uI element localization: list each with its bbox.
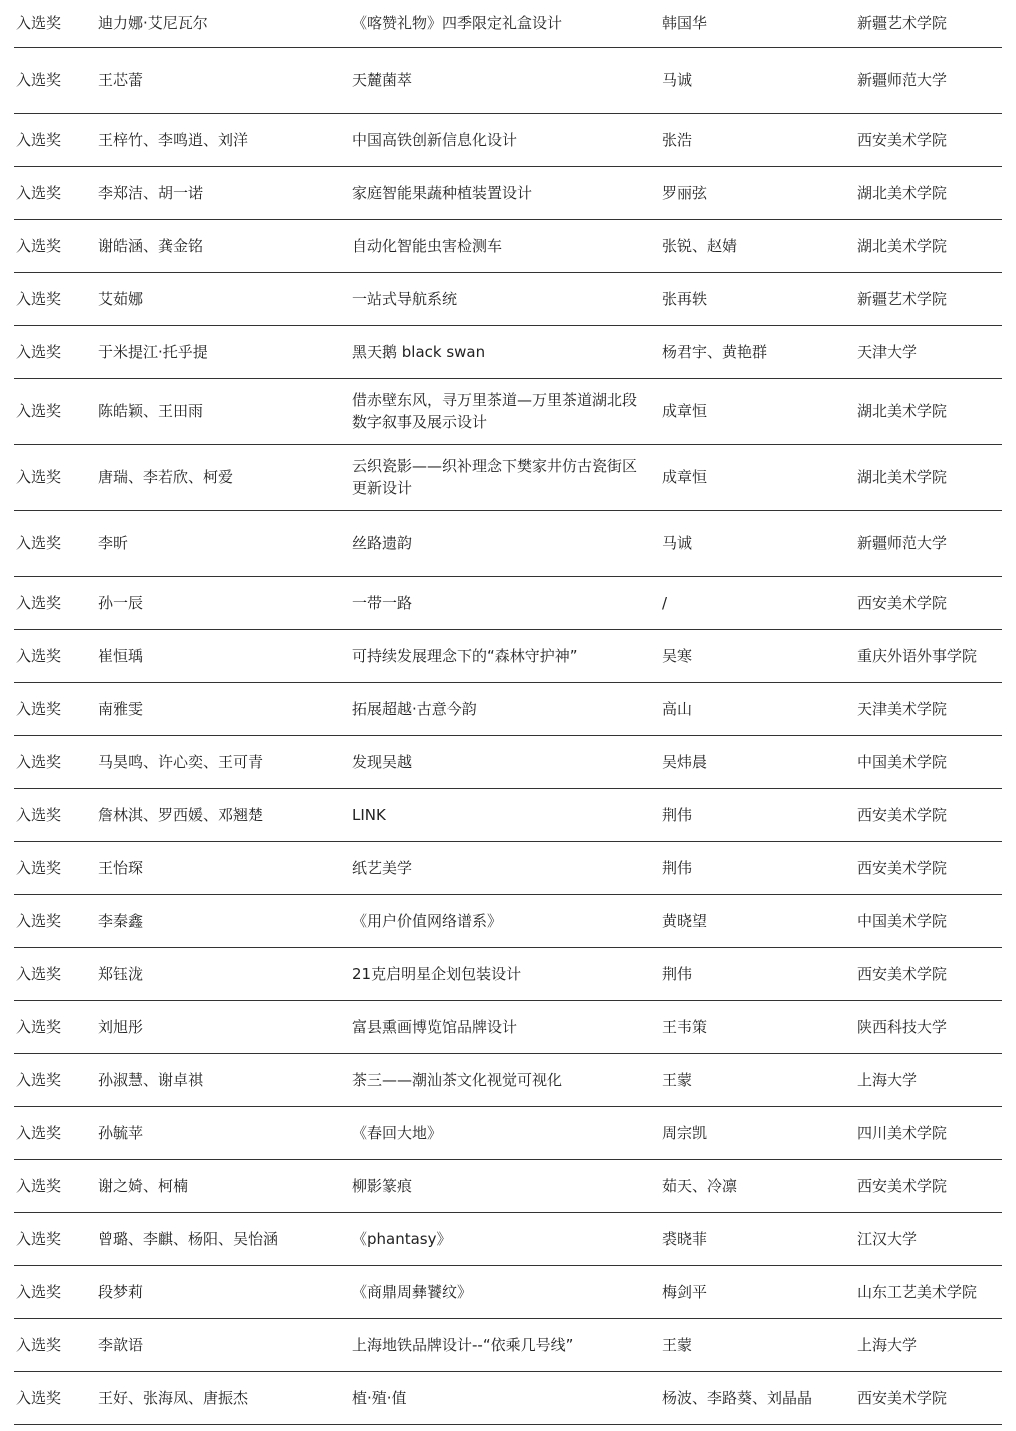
advisor-cell: 梅剑平 [660, 1265, 855, 1318]
school-cell: 西安美术学院 [855, 1371, 1002, 1424]
work-title-cell: 自动化智能虫害检测车 [350, 219, 660, 272]
school-cell: 四川美术学院 [855, 1106, 1002, 1159]
advisor-cell: 马诚 [660, 510, 855, 576]
award-cell: 入选奖 [14, 629, 96, 682]
advisor-cell: 黄晓望 [660, 894, 855, 947]
award-cell: 入选奖 [14, 444, 96, 510]
authors-cell: 南雅雯 [96, 682, 350, 735]
authors-cell: 刘旭彤 [96, 1000, 350, 1053]
award-cell: 入选奖 [14, 947, 96, 1000]
work-title-cell: 富县熏画博览馆品牌设计 [350, 1000, 660, 1053]
award-cell: 入选奖 [14, 166, 96, 219]
table-row [14, 841, 1002, 894]
award-cell: 入选奖 [14, 841, 96, 894]
advisor-cell: 吴炜晨 [660, 735, 855, 788]
award-cell: 入选奖 [14, 735, 96, 788]
table-row [14, 272, 1002, 325]
work-title-cell: 黑天鹅 black swan [350, 325, 660, 378]
authors-cell: 崔恒瑀 [96, 629, 350, 682]
authors-cell: 李秦鑫 [96, 894, 350, 947]
advisor-cell: 杨君宇、黄艳群 [660, 325, 855, 378]
award-cell: 入选奖 [14, 1159, 96, 1212]
table-row [14, 166, 1002, 219]
advisor-cell: 高山 [660, 682, 855, 735]
table-row [14, 894, 1002, 947]
authors-cell: 孙淑慧、谢卓祺 [96, 1053, 350, 1106]
school-cell: 西安美术学院 [855, 841, 1002, 894]
table-row [14, 735, 1002, 788]
advisor-cell: 荆伟 [660, 841, 855, 894]
advisor-cell: 成章恒 [660, 378, 855, 444]
authors-cell: 迪力娜·艾尼瓦尔 [96, 0, 350, 47]
school-cell: 上海大学 [855, 1318, 1002, 1371]
school-cell: 重庆外语外事学院 [855, 629, 1002, 682]
table-row [14, 1000, 1002, 1053]
table-row [14, 47, 1002, 113]
school-cell: 山东工艺美术学院 [855, 1265, 1002, 1318]
award-cell: 入选奖 [14, 1265, 96, 1318]
award-cell: 入选奖 [14, 788, 96, 841]
table-row [14, 113, 1002, 166]
table-row [14, 1159, 1002, 1212]
advisor-cell: 荆伟 [660, 947, 855, 1000]
school-cell: 西安美术学院 [855, 788, 1002, 841]
school-cell: 上海大学 [855, 1053, 1002, 1106]
school-cell: 新疆师范大学 [855, 510, 1002, 576]
table-row [14, 510, 1002, 576]
school-cell: 新疆艺术学院 [855, 0, 1002, 47]
authors-cell: 段梦莉 [96, 1265, 350, 1318]
table-row [14, 1265, 1002, 1318]
advisor-cell: 马诚 [660, 47, 855, 113]
advisor-cell: 韩国华 [660, 0, 855, 47]
award-cell: 入选奖 [14, 1000, 96, 1053]
authors-cell: 陈皓颖、王田雨 [96, 378, 350, 444]
advisor-cell: 茹天、冷凛 [660, 1159, 855, 1212]
advisor-cell: / [660, 576, 855, 629]
table-row [14, 1371, 1002, 1424]
advisor-cell: 王韦策 [660, 1000, 855, 1053]
authors-cell: 王怡琛 [96, 841, 350, 894]
school-cell: 西安美术学院 [855, 947, 1002, 1000]
award-cell: 入选奖 [14, 219, 96, 272]
advisor-cell: 杨波、李路葵、刘晶晶 [660, 1371, 855, 1424]
work-title-cell: 可持续发展理念下的“森林守护神” [350, 629, 660, 682]
work-title-cell: 《phantasy》 [350, 1212, 660, 1265]
award-cell: 入选奖 [14, 576, 96, 629]
work-title-cell: 21克启明星企划包装设计 [350, 947, 660, 1000]
school-cell: 西安美术学院 [855, 576, 1002, 629]
award-cell: 入选奖 [14, 325, 96, 378]
work-title-cell: 纸艺美学 [350, 841, 660, 894]
school-cell: 江汉大学 [855, 1212, 1002, 1265]
authors-cell: 谢皓涵、龚金铭 [96, 219, 350, 272]
work-title-cell: 发现吴越 [350, 735, 660, 788]
work-title-cell: 《喀赞礼物》四季限定礼盒设计 [350, 0, 660, 47]
work-title-cell: 植·殖·值 [350, 1371, 660, 1424]
work-title-cell: 《春回大地》 [350, 1106, 660, 1159]
advisor-cell: 周宗凯 [660, 1106, 855, 1159]
authors-cell: 李昕 [96, 510, 350, 576]
table-row [14, 1318, 1002, 1371]
school-cell: 天津大学 [855, 325, 1002, 378]
table-row [14, 378, 1002, 444]
award-cell: 入选奖 [14, 510, 96, 576]
advisor-cell: 成章恒 [660, 444, 855, 510]
work-title-cell: 一站式导航系统 [350, 272, 660, 325]
school-cell: 西安美术学院 [855, 1159, 1002, 1212]
school-cell: 湖北美术学院 [855, 444, 1002, 510]
school-cell: 陕西科技大学 [855, 1000, 1002, 1053]
work-title-cell: 茶三——潮汕茶文化视觉可视化 [350, 1053, 660, 1106]
work-title-cell: 一带一路 [350, 576, 660, 629]
table-row [14, 629, 1002, 682]
school-cell: 湖北美术学院 [855, 166, 1002, 219]
work-title-cell: 《商鼎周彝饕纹》 [350, 1265, 660, 1318]
advisor-cell: 裘晓菲 [660, 1212, 855, 1265]
authors-cell: 孙一辰 [96, 576, 350, 629]
award-cell: 入选奖 [14, 113, 96, 166]
awards-table [14, 0, 1002, 1425]
work-title-cell: 天麓菌萃 [350, 47, 660, 113]
table-row [14, 947, 1002, 1000]
award-cell: 入选奖 [14, 1371, 96, 1424]
authors-cell: 曾璐、李麒、杨阳、吴怡涵 [96, 1212, 350, 1265]
table-row [14, 576, 1002, 629]
authors-cell: 王梓竹、李鸣逍、刘洋 [96, 113, 350, 166]
school-cell: 湖北美术学院 [855, 378, 1002, 444]
school-cell: 天津美术学院 [855, 682, 1002, 735]
authors-cell: 王好、张海凤、唐振杰 [96, 1371, 350, 1424]
school-cell: 湖北美术学院 [855, 219, 1002, 272]
award-cell: 入选奖 [14, 378, 96, 444]
work-title-cell: 上海地铁品牌设计--“依乘几号线” [350, 1318, 660, 1371]
school-cell: 中国美术学院 [855, 894, 1002, 947]
award-cell: 入选奖 [14, 47, 96, 113]
school-cell: 新疆艺术学院 [855, 272, 1002, 325]
award-cell: 入选奖 [14, 1318, 96, 1371]
table-row [14, 0, 1002, 47]
table-row [14, 1106, 1002, 1159]
school-cell: 中国美术学院 [855, 735, 1002, 788]
award-cell: 入选奖 [14, 1106, 96, 1159]
advisor-cell: 张锐、赵婧 [660, 219, 855, 272]
authors-cell: 王芯蕾 [96, 47, 350, 113]
school-cell: 新疆师范大学 [855, 47, 1002, 113]
table-row [14, 788, 1002, 841]
authors-cell: 唐瑞、李若欣、柯爱 [96, 444, 350, 510]
award-cell: 入选奖 [14, 1053, 96, 1106]
authors-cell: 艾茹娜 [96, 272, 350, 325]
work-title-cell: LINK [350, 788, 660, 841]
work-title-cell: 拓展超越·古意今韵 [350, 682, 660, 735]
authors-cell: 郑钰泷 [96, 947, 350, 1000]
table-body [14, 0, 1002, 1424]
award-cell: 入选奖 [14, 682, 96, 735]
authors-cell: 谢之婍、柯楠 [96, 1159, 350, 1212]
table-row [14, 444, 1002, 510]
work-title-cell: 丝路遗韵 [350, 510, 660, 576]
authors-cell: 詹林淇、罗西媛、邓翘楚 [96, 788, 350, 841]
advisor-cell: 王蒙 [660, 1053, 855, 1106]
work-title-cell: 家庭智能果蔬种植装置设计 [350, 166, 660, 219]
authors-cell: 李歆语 [96, 1318, 350, 1371]
authors-cell: 李郑洁、胡一诺 [96, 166, 350, 219]
award-cell: 入选奖 [14, 1212, 96, 1265]
advisor-cell: 吴寒 [660, 629, 855, 682]
authors-cell: 孙毓苹 [96, 1106, 350, 1159]
table-row [14, 325, 1002, 378]
authors-cell: 于米提江·托乎提 [96, 325, 350, 378]
award-cell: 入选奖 [14, 894, 96, 947]
table-row [14, 682, 1002, 735]
award-cell: 入选奖 [14, 0, 96, 47]
advisor-cell: 荆伟 [660, 788, 855, 841]
table-row [14, 219, 1002, 272]
work-title-cell: 中国高铁创新信息化设计 [350, 113, 660, 166]
table-row [14, 1212, 1002, 1265]
work-title-cell: 柳影篆痕 [350, 1159, 660, 1212]
advisor-cell: 张再轶 [660, 272, 855, 325]
advisor-cell: 罗丽弦 [660, 166, 855, 219]
work-title-cell: 借赤壁东风，寻万里茶道—万里茶道湖北段数字叙事及展示设计 [350, 378, 660, 444]
work-title-cell: 云织瓷影——织补理念下樊家井仿古瓷街区更新设计 [350, 444, 660, 510]
table-row [14, 1053, 1002, 1106]
advisor-cell: 王蒙 [660, 1318, 855, 1371]
authors-cell: 马昊鸣、许心奕、王可青 [96, 735, 350, 788]
school-cell: 西安美术学院 [855, 113, 1002, 166]
award-cell: 入选奖 [14, 272, 96, 325]
work-title-cell: 《用户价值网络谱系》 [350, 894, 660, 947]
advisor-cell: 张浩 [660, 113, 855, 166]
